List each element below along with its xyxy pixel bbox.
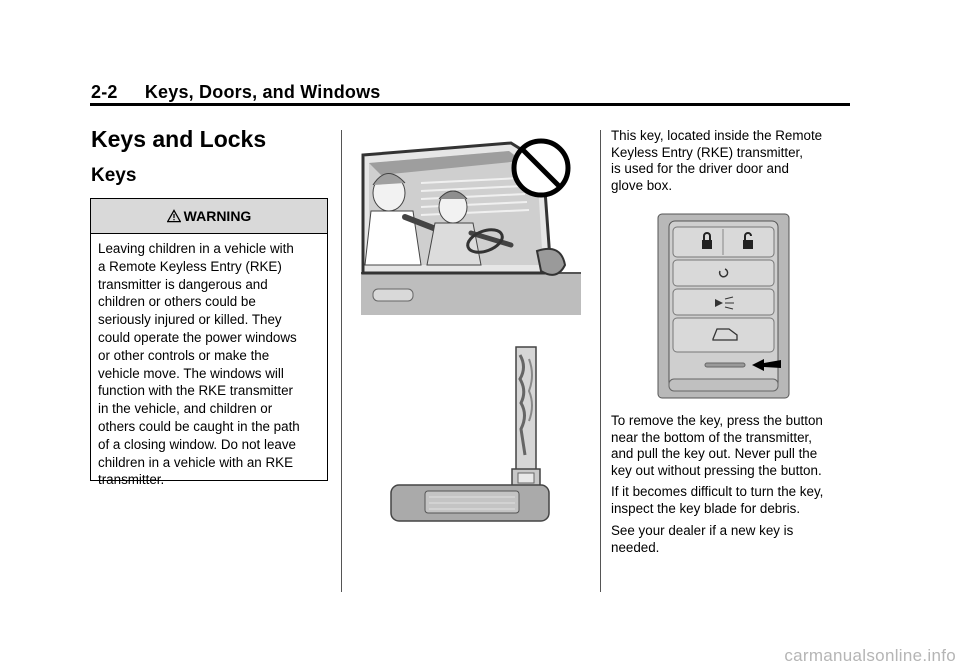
warning-line: or other controls or make the xyxy=(98,347,270,363)
warning-line: others could be caught in the path xyxy=(98,418,300,434)
paragraph-line: To remove the key, press the button xyxy=(611,413,823,428)
paragraph-line: This key, located inside the Remote xyxy=(611,128,823,143)
key-blade-illustration xyxy=(389,345,551,523)
warning-line: children in a vehicle with an RKE xyxy=(98,454,294,470)
warning-line: of a closing window. Do not leave xyxy=(98,436,297,452)
paragraph-line: and pull the key out. Never pull the xyxy=(611,446,818,461)
column-divider-right xyxy=(600,130,601,592)
warning-line: function with the RKE transmitter xyxy=(98,383,293,399)
dealer-paragraph xyxy=(611,523,851,556)
rke-transmitter-illustration xyxy=(657,213,790,399)
paragraph-line: inspect the key blade for debris. xyxy=(611,500,801,516)
debris-paragraph xyxy=(611,484,851,517)
header-rule xyxy=(90,103,850,106)
warning-line: could operate the power windows xyxy=(98,329,297,345)
warning-line: seriously injured or killed. They xyxy=(98,312,282,328)
paragraph-line: See your dealer if a new key is xyxy=(611,523,794,538)
warning-title: WARNING xyxy=(183,208,252,224)
sub-heading: Keys xyxy=(91,165,137,186)
paragraph-line: key out without pressing the button. xyxy=(611,462,822,478)
paragraph-line: is used for the driver door and xyxy=(611,161,789,176)
paragraph-line: glove box. xyxy=(611,177,673,193)
main-heading: Keys and Locks xyxy=(91,126,267,152)
watermark: carmanualsonline.info xyxy=(784,646,956,665)
page-number: 2-2 xyxy=(91,82,118,102)
warning-line: children or others could be xyxy=(98,294,256,310)
paragraph-line: near the bottom of the transmitter, xyxy=(611,429,812,445)
warning-triangle-icon xyxy=(167,209,181,223)
paragraph-line: Keyless Entry (RKE) transmitter, xyxy=(611,144,803,160)
children-in-vehicle-illustration xyxy=(361,133,581,315)
column-divider-left xyxy=(341,130,342,592)
warning-line: in the vehicle, and children or xyxy=(98,401,273,417)
remove-key-paragraph xyxy=(611,413,851,479)
paragraph-line: If it becomes difficult to turn the key, xyxy=(611,484,824,499)
intro-paragraph xyxy=(611,128,851,194)
warning-line: Leaving children in a vehicle with xyxy=(98,241,294,256)
warning-text xyxy=(91,234,327,489)
no-symbol-icon xyxy=(514,141,568,195)
paragraph-line: needed. xyxy=(611,539,660,555)
warning-line: vehicle move. The windows will xyxy=(98,365,284,381)
warning-box xyxy=(90,198,328,488)
warning-header xyxy=(91,199,327,234)
warning-line: transmitter. xyxy=(98,472,165,488)
warning-line: transmitter is dangerous and xyxy=(98,276,268,292)
warning-line: a Remote Keyless Entry (RKE) xyxy=(98,258,282,274)
page-header xyxy=(91,82,381,103)
section-title: Keys, Doors, and Windows xyxy=(144,82,381,102)
